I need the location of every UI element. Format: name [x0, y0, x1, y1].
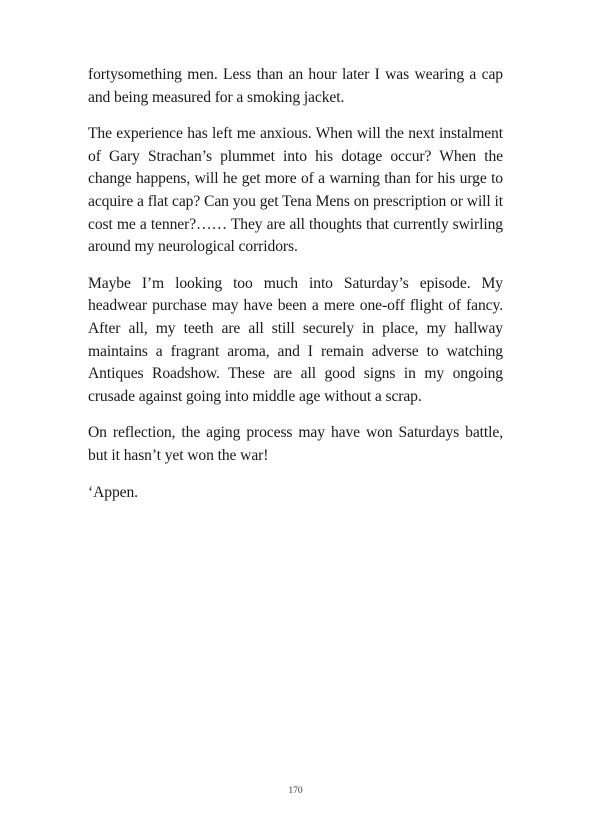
- paragraph-1: fortysomething men. Less than an hour later I was wearing a cap and being measured for a smoking jacket.: [88, 66, 503, 106]
- paragraph-4: On reflection, the aging process may have won Saturdays battle, but it hasn’t yet won the war!: [88, 424, 503, 464]
- paragraph-3: Maybe I’m looking too much into Saturday’s episode. My headwear purchase may have been a mere one-off flight of fancy. After all, my teeth are all still securely in place, my hallway maintains a fragrant aroma, and I remain adverse to watching Antiques Roadshow. These are all good signs in my ongoing crusade against going into middle age without a scrap.: [88, 274, 503, 405]
- page-number: 170: [288, 786, 303, 796]
- paragraph-2: The experience has left me anxious. When will the next instalment of Gary Strachan’s plummet into his dotage occur? When the change happens, will he get more of a warning than for his urge to acquire a flat cap? Can you get Tena Mens on prescription or will it cost me a tenner?…… They are all thoughts that currently swirling around my neurological corridors.: [88, 125, 503, 256]
- paragraph-5: ‘Appen.: [88, 483, 138, 501]
- page-body: [88, 64, 503, 518]
